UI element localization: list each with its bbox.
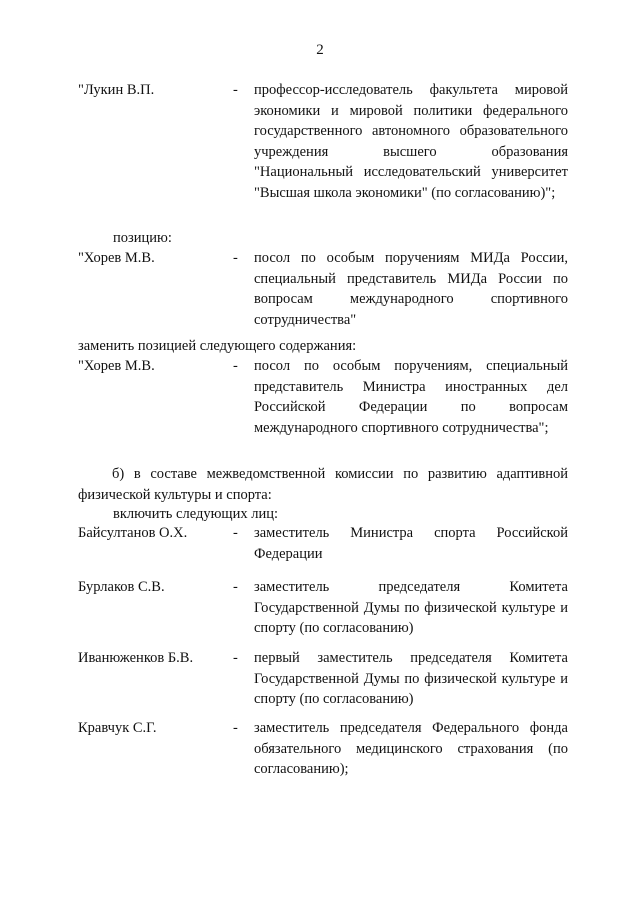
member-name: Бурлаков С.В. bbox=[78, 579, 165, 595]
entry-dash: - bbox=[233, 579, 238, 595]
member-entry bbox=[78, 356, 568, 438]
entry-dash: - bbox=[233, 525, 238, 541]
page-number: 2 bbox=[316, 42, 324, 58]
member-entry bbox=[78, 577, 568, 639]
member-description: заместитель председателя Федерального фонда обязательного медицинского страхования (по согласованию); bbox=[254, 720, 568, 777]
entry-dash: - bbox=[233, 358, 238, 374]
member-description: заместитель председателя Комитета Государственной Думы по физической культуре и спорту (по согласованию) bbox=[254, 579, 568, 636]
entry-dash: - bbox=[233, 720, 238, 736]
member-description: посол по особым поручениям, специальный представитель Министра иностранных дел Российской Федерации по вопросам международного спортивного сотрудничества"; bbox=[254, 358, 568, 436]
member-description: посол по особым поручениям МИДа России, специальный представитель МИДа России по вопросам международного спортивного сотрудничества" bbox=[254, 250, 568, 328]
member-name: "Хорев М.В. bbox=[78, 250, 155, 266]
member-entry bbox=[78, 523, 568, 564]
position-label: позицию: bbox=[113, 230, 172, 246]
member-name: Кравчук С.Г. bbox=[78, 720, 157, 736]
member-name: "Хорев М.В. bbox=[78, 358, 155, 374]
entry-dash: - bbox=[233, 250, 238, 266]
member-name: "Лукин В.П. bbox=[78, 82, 155, 98]
member-entry bbox=[78, 248, 568, 330]
member-name: Байсултанов О.Х. bbox=[78, 525, 188, 541]
entry-dash: - bbox=[233, 82, 238, 98]
member-entry bbox=[78, 718, 568, 780]
entry-dash: - bbox=[233, 650, 238, 666]
section-b-heading: б) в составе межведомственной комиссии по развитию адаптивной физической культуры и спорта: bbox=[78, 466, 568, 503]
member-description: заместитель Министра спорта Российской Федерации bbox=[254, 525, 568, 562]
member-name: Иванюженков Б.В. bbox=[78, 650, 194, 666]
member-description: профессор-исследователь факультета мировой экономики и мировой политики федерального государственного автономного образовательного учреждения высшего образования "Национальный исследовательский университет "Высшая школа экономики" (по согласованию)"; bbox=[254, 82, 568, 201]
replace-label: заменить позицией следующего содержания: bbox=[78, 338, 357, 354]
member-entry bbox=[78, 648, 568, 710]
member-entry bbox=[78, 80, 568, 203]
include-label: включить следующих лиц: bbox=[113, 506, 278, 522]
member-description: первый заместитель председателя Комитета Государственной Думы по физической культуре и спорту (по согласованию) bbox=[254, 650, 568, 707]
